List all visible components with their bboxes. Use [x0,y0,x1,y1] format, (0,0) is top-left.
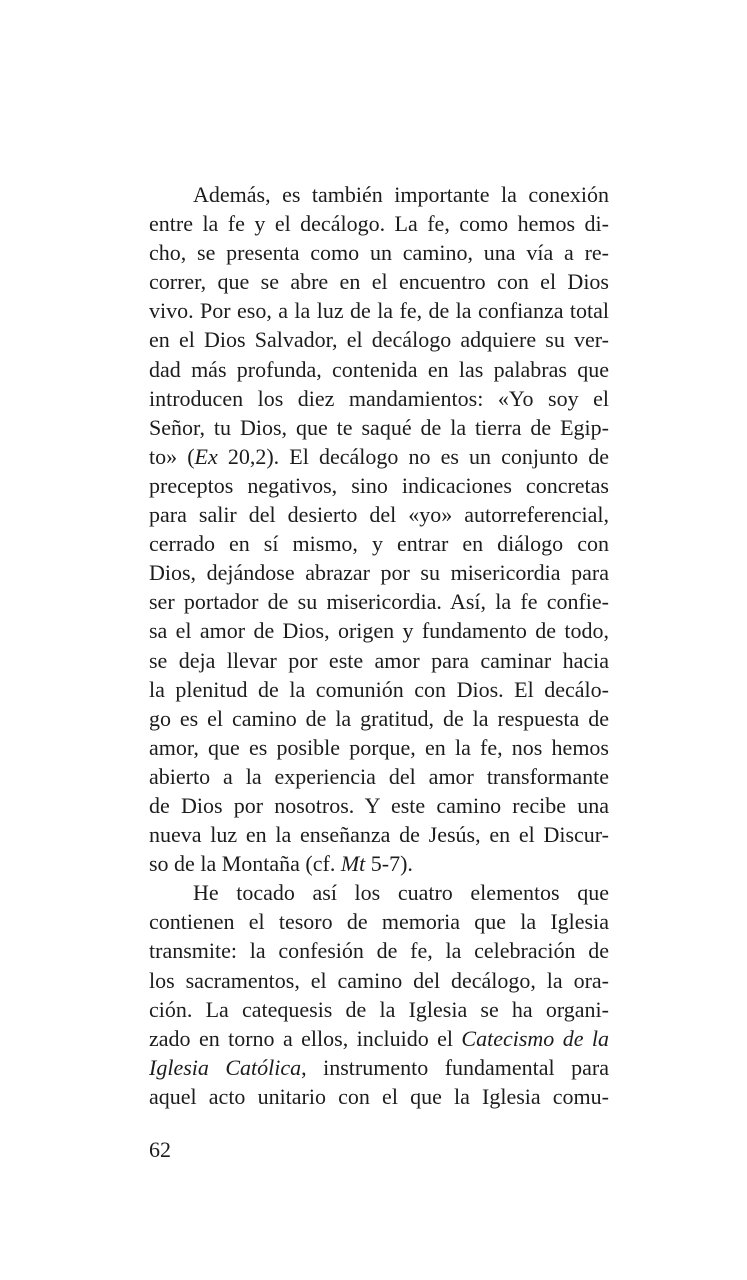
text-line: ción. La catequesis de la Iglesia se ha organi- [149,996,609,1022]
text-line: zado en torno a ellos, incluido el Catecismo de la [149,1025,609,1051]
page-number: 62 [149,1137,171,1162]
text-line: en el Dios Salvador, el decálogo adquiere su ver- [149,327,609,353]
text-line: cho, se presenta como un camino, una vía a re- [149,240,609,266]
text-line: de Dios por nosotros. Y este camino recibe una [149,792,609,818]
text-line: preceptos negativos, sino indicaciones concretas [149,472,609,498]
text-line: entre la fe y el decálogo. La fe, como hemos di- [149,211,609,237]
text-line: amor, que es posible porque, en la fe, nos hemos [149,734,609,760]
paragraph [149,878,609,1111]
text-line: cerrado en sí mismo, y entrar en diálogo con [149,531,609,557]
text-line: sa el amor de Dios, origen y fundamento de todo, [149,618,609,644]
text-line: nueva luz en la enseñanza de Jesús, en el Discur- [149,822,609,848]
text-line: correr, que se abre en el encuentro con el Dios [149,269,609,295]
text-line: contienen el tesoro de memoria que la Iglesia [149,909,609,935]
text-line: abierto a la experiencia del amor transformante [149,763,609,789]
text-line: introducen los diez mandamientos: «Yo soy el [149,385,609,411]
body-text [149,180,609,1111]
text-line: dad más profunda, contenida en las palabras que [149,356,609,382]
text-line: ser portador de su misericordia. Así, la fe confie- [149,589,609,615]
text-line: los sacramentos, el camino del decálogo, la ora- [149,967,609,993]
text-line: Dios, dejándose abrazar por su misericordia para [149,560,609,586]
paragraph [149,180,609,878]
text-line: Señor, tu Dios, que te saqué de la tierra de Egip- [149,414,609,440]
text-line: so de la Montaña (cf. Mt 5-7). [149,851,413,877]
text-line: to» (Ex 20,2). El decálogo no es un conjunto de [149,443,609,469]
text-line: Además, es también importante la conexión [193,182,609,207]
text-line: transmite: la confesión de fe, la celebración de [149,938,609,964]
text-line: para salir del desierto del «yo» autorreferencial, [149,502,609,528]
text-line: la plenitud de la comunión con Dios. El decálo- [149,676,609,702]
text-line: He tocado así los cuatro elementos que [193,880,609,906]
text-line: vivo. Por eso, a la luz de la fe, de la confianza total [149,298,609,324]
text-line: se deja llevar por este amor para caminar hacia [149,647,609,673]
text-line: go es el camino de la gratitud, de la respuesta de [149,705,609,731]
text-line: aquel acto unitario con el que la Iglesia comu- [149,1083,609,1109]
text-line: Iglesia Católica, instrumento fundamental para [149,1054,609,1080]
